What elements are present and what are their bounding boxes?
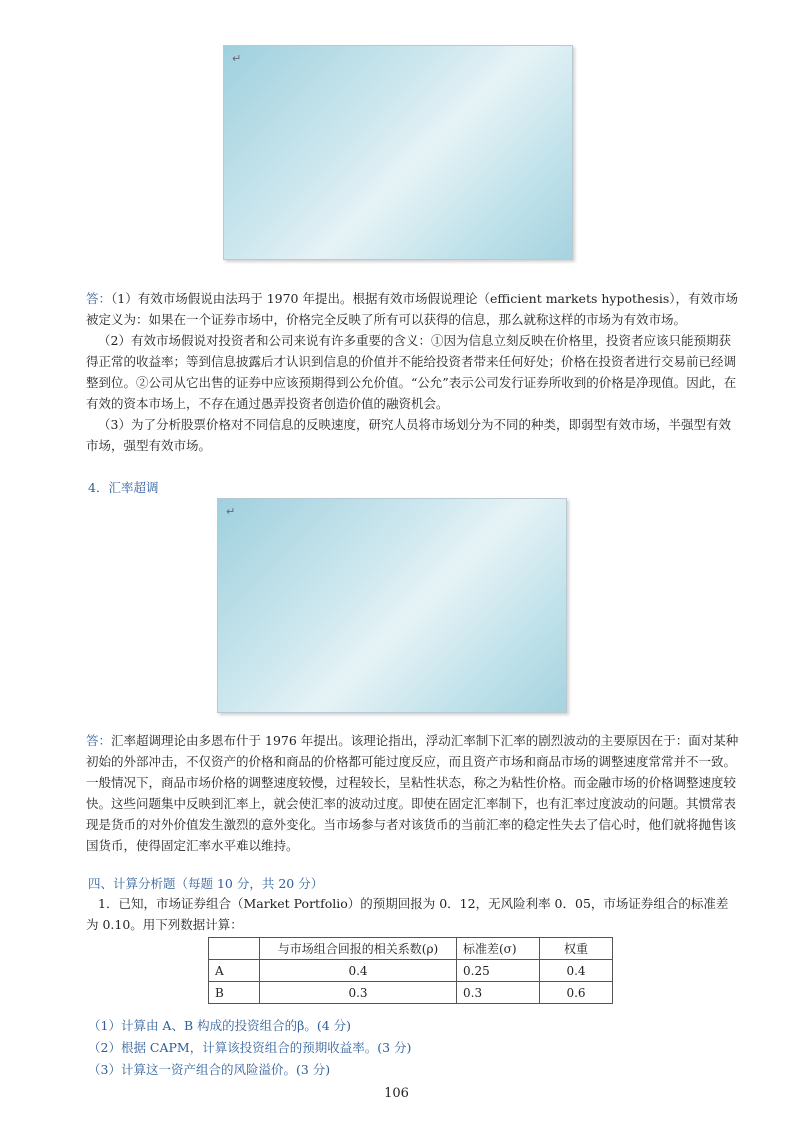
table-cell: 0.4 [540,960,613,982]
table-row [209,982,613,1004]
table-header-row [209,938,613,960]
table-cell: 0.3 [260,982,457,1004]
question-2: （2）根据 CAPM，计算该投资组合的预期收益率。(3 分) [88,1040,412,1055]
table-header-cell: 权重 [540,938,613,960]
image-placeholder-1 [223,45,573,260]
answer-prefix: 答： [86,733,112,748]
table-cell: A [209,960,260,982]
image-placeholder-2 [217,498,567,713]
question-3: （3）计算这一资产组合的风险溢价。(3 分) [88,1062,331,1077]
problem-statement: 1．已知，市场证券组合（Market Portfolio）的预期回报为 0．12，无风险利率 0．05，市场证券组合的标准差为 0.10。用下列数据计算： [86,896,729,932]
page-number: 106 [384,1086,409,1101]
table-row [209,960,613,982]
table-header-cell: 与市场组合回报的相关系数(ρ) [260,938,457,960]
table-cell: 0.6 [540,982,613,1004]
data-table [208,937,613,1004]
answer-paragraph-1: 答：（1）有效市场假说由法玛于 1970 年提出。根据有效市场假说理论（efficient markets hypothesis），有效市场被定义为：如果在一个证券市场中，价格完全反映了所有可以获得的信息，那么就称这样的市场为有效市场。 [86,291,739,327]
return-mark-icon: ↵ [226,505,236,518]
table-cell: 0.25 [457,960,540,982]
table-cell: B [209,982,260,1004]
table-cell: 0.4 [260,960,457,982]
question-1: （1）计算由 A、B 构成的投资组合的β。(4 分) [88,1018,352,1033]
table-header-cell: 标准差(σ) [457,938,540,960]
answer-paragraph-2: （2）有效市场假说对投资者和公司来说有许多重要的含义：①因为信息立刻反映在价格里，投资者应该只能预期获得正常的收益率；等到信息披露后才认识到信息的价值并不能给投资者带来任何好处；价格在投资者进行交易前已经调整到位。②公司从它出售的证券中应该预期得到公允价值。“公允”表示公司发行证券所收到的价格是净现值。因此，在有效的资本市场上，不存在通过愚弄投资者创造价值的融资机会。 [86,333,737,411]
answer-paragraph-4: 答：汇率超调理论由多恩布什于 1976 年提出。该理论指出，浮动汇率制下汇率的剧烈波动的主要原因在于：面对某种初始的外部冲击，不仅资产的价格和商品的价格都可能过度反应，而且资产市场和商品市场的调整速度常常并不一致。一般情况下，商品市场价格的调整速度较慢，过程较长，呈粘性状态，称之为粘性价格。而金融市场的价格调整速度较快。这些问题集中反映到汇率上，就会使汇率的波动过度。即使在固定汇率制下，也有汇率过度波动的问题。其惯常表现是货币的对外价值发生激烈的意外变化。当市场参与者对该货币的当前汇率的稳定性失去了信心时，他们就将抛售该国货币，使得固定汇率水平难以维持。 [86,733,739,853]
section-heading-4: 4．汇率超调 [88,480,159,495]
table-header-cell [209,938,260,960]
answer-prefix: 答： [86,291,112,306]
return-mark-icon: ↵ [232,52,242,65]
table-cell: 0.3 [457,982,540,1004]
answer-paragraph-3: （3）为了分析股票价格对不同信息的反映速度，研究人员将市场划分为不同的种类，即弱型有效市场，半强型有效市场，强型有效市场。 [86,417,731,453]
part-heading: 四、计算分析题（每题 10 分，共 20 分） [88,876,324,891]
